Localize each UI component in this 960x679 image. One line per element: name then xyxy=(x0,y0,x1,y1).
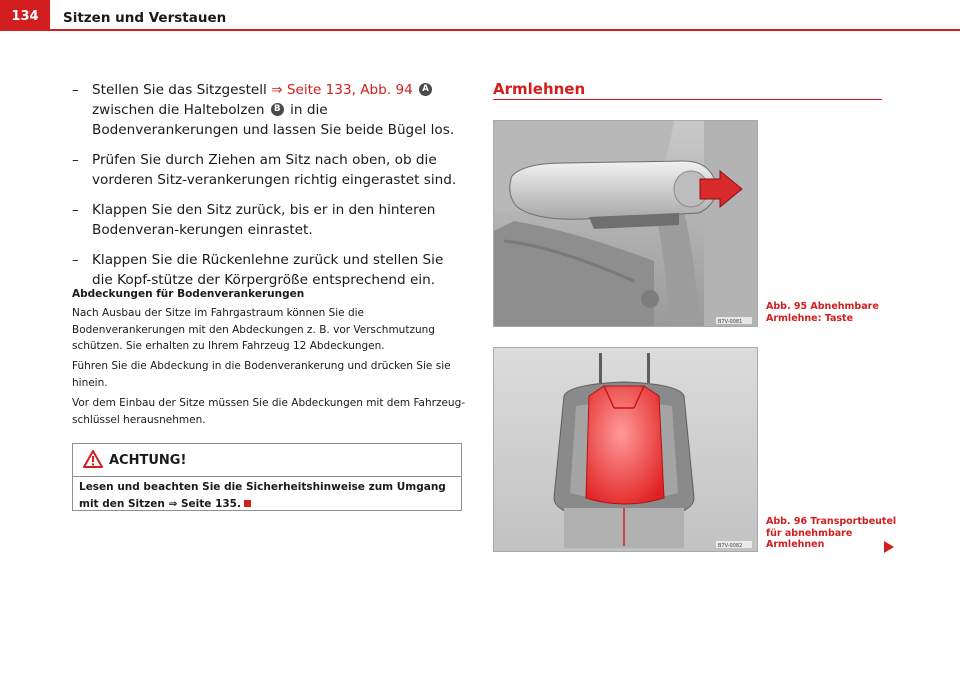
header-divider xyxy=(0,29,960,31)
warning-text xyxy=(79,479,454,513)
section-title: Armlehnen xyxy=(493,80,586,98)
figure-95-caption xyxy=(766,301,879,324)
step-dash: – xyxy=(72,82,79,98)
figure-armrest-button xyxy=(493,120,758,327)
figure-transport-bag xyxy=(493,347,758,552)
step-dash: – xyxy=(72,252,79,268)
warning-box xyxy=(72,443,462,511)
caption-line: Abb. 96 Transportbeutel xyxy=(766,516,897,527)
transport-bag-illustration xyxy=(494,348,757,551)
warning-triangle-icon xyxy=(83,450,103,468)
figure-code: B7V-0081 xyxy=(718,319,743,325)
chapter-title: Sitzen und Verstauen xyxy=(63,10,227,26)
step-item xyxy=(72,80,467,140)
marker-a-badge: A xyxy=(419,83,432,96)
step-item xyxy=(72,150,467,190)
caption-line: für abnehmbare xyxy=(766,527,853,539)
step-text: zwischen die Haltebolzen xyxy=(92,102,269,118)
warning-header xyxy=(73,444,461,477)
covers-paragraph: Führen Sie die Abdeckung in die Bodenverankerung und drücken Sie sie hinein. xyxy=(72,360,451,389)
step-dash: – xyxy=(72,202,79,218)
figure-96-caption xyxy=(766,516,896,551)
step-text: in die Bodenverankerungen und lassen Sie beide Bügel los. xyxy=(92,102,455,138)
armrest-illustration xyxy=(494,121,757,326)
step-item xyxy=(72,200,467,240)
step-text: Klappen Sie den Sitz zurück, bis er in den hinteren Bodenveran-kerungen einrastet. xyxy=(92,202,436,238)
caption-line: Armlehne: Taste xyxy=(766,312,854,324)
covers-paragraph: Nach Ausbau der Sitze im Fahrgastraum können Sie die Bodenverankerungen mit den Abdeckungen z. B. vor Verschmutzung schützen. Sie erhalten zu Ihrem Fahrzeug 12 Abdeckungen. xyxy=(72,307,435,352)
warning-text-body: Lesen und beachten Sie die Sicherheitshinweise zum Umgang mit den Sitzen xyxy=(79,481,446,510)
end-of-section-marker xyxy=(244,500,251,507)
step-text: Stellen Sie das Sitzgestell xyxy=(92,82,272,98)
page-number: 134 xyxy=(0,0,50,30)
caption-line: Armlehnen xyxy=(766,539,825,550)
step-list xyxy=(72,80,467,300)
continue-arrow-icon xyxy=(883,540,895,554)
warning-title: ACHTUNG! xyxy=(109,453,187,468)
marker-b-badge: B xyxy=(271,103,284,116)
covers-paragraph: Vor dem Einbau der Sitze müssen Sie die Abdeckungen mit dem Fahrzeug-schlüssel herausnehmen. xyxy=(72,397,466,426)
step-item xyxy=(72,250,467,290)
figure-code: B7V-0082 xyxy=(718,543,743,549)
section-divider xyxy=(493,99,882,100)
step-text: Klappen Sie die Rückenlehne zurück und stellen Sie die Kopf-stütze der Körpergröße entsprechend ein. xyxy=(92,252,444,288)
step-dash: – xyxy=(72,152,79,168)
warning-page-reference[interactable]: ⇒ Seite 135. xyxy=(168,498,241,510)
step-text: Prüfen Sie durch Ziehen am Sitz nach oben, ob die vorderen Sitz-verankerungen richtig eingerastet sind. xyxy=(92,152,457,188)
covers-heading: Abdeckungen für Bodenverankerungen xyxy=(72,288,305,300)
caption-line: Abb. 95 Abnehmbare xyxy=(766,301,879,312)
page-reference-link[interactable]: ⇒ Seite 133, Abb. 94 xyxy=(271,82,413,98)
